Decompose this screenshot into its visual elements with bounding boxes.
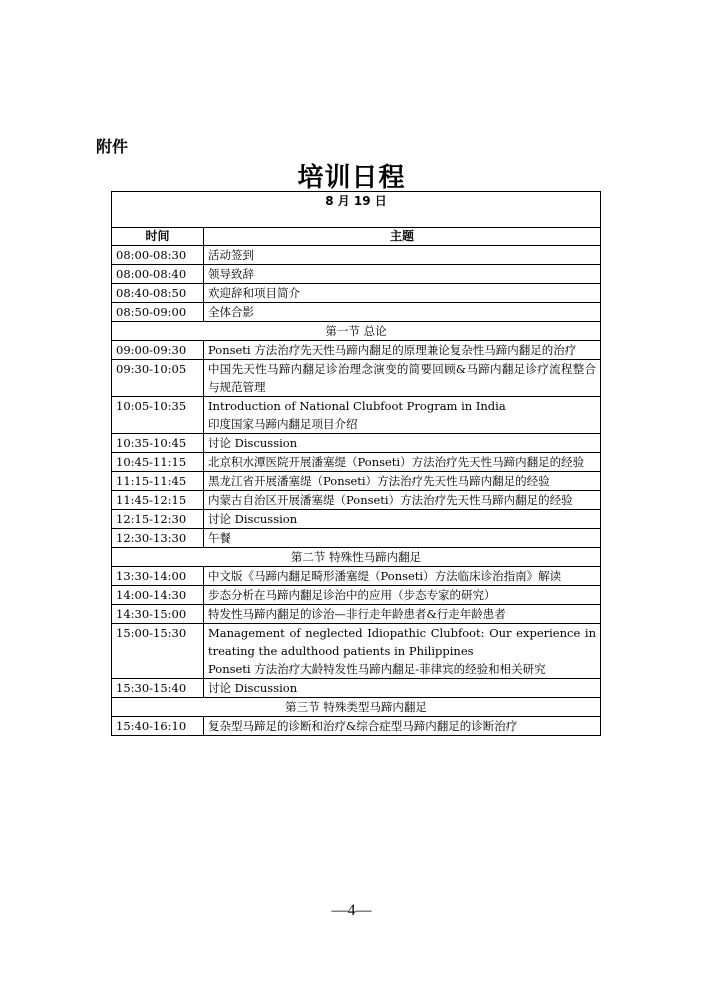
time-cell: 14:00-14:30 bbox=[112, 586, 204, 605]
time-cell: 10:45-11:15 bbox=[112, 453, 204, 472]
schedule-row bbox=[112, 491, 601, 510]
topic-text: 欢迎辞和项目简介 bbox=[208, 286, 300, 300]
topic-cell bbox=[204, 605, 601, 624]
topic-text: 特发性马蹄内翻足的诊治—非行走年龄患者&行走年龄患者 bbox=[208, 607, 506, 621]
section-title: 第三节 特殊类型马蹄内翻足 bbox=[112, 698, 601, 717]
time-cell: 10:05-10:35 bbox=[112, 397, 204, 434]
schedule-row bbox=[112, 472, 601, 491]
topic-text: 领导致辞 bbox=[208, 267, 254, 281]
topic-text: 全体合影 bbox=[208, 305, 254, 319]
topic-text: Ponseti 方法治疗先天性马蹄内翻足的原理兼论复杂性马蹄内翻足的治疗 bbox=[208, 343, 577, 357]
schedule-row bbox=[112, 453, 601, 472]
topic-text: 北京积水潭医院开展潘塞缇（Ponseti）方法治疗先天性马蹄内翻足的经验 bbox=[208, 455, 585, 469]
time-cell: 08:00-08:40 bbox=[112, 265, 204, 284]
topic-cell bbox=[204, 397, 601, 434]
topic-cell bbox=[204, 246, 601, 265]
topic-text: 步态分析在马蹄内翻足诊治中的应用（步态专家的研究） bbox=[208, 588, 496, 602]
schedule-row bbox=[112, 567, 601, 586]
schedule-row bbox=[112, 586, 601, 605]
time-cell: 11:45-12:15 bbox=[112, 491, 204, 510]
schedule-table bbox=[111, 191, 601, 736]
time-cell: 13:30-14:00 bbox=[112, 567, 204, 586]
topic-text: 讨论 Discussion bbox=[208, 512, 298, 526]
header-topic: 主题 bbox=[204, 228, 601, 246]
time-cell: 08:40-08:50 bbox=[112, 284, 204, 303]
section-row bbox=[112, 698, 601, 717]
time-cell: 09:00-09:30 bbox=[112, 341, 204, 360]
page-number: —4— bbox=[331, 902, 372, 919]
schedule-row bbox=[112, 510, 601, 529]
date-row bbox=[112, 192, 601, 228]
topic-text: 讨论 Discussion bbox=[208, 436, 298, 450]
time-cell: 10:35-10:45 bbox=[112, 434, 204, 453]
time-cell: 08:50-09:00 bbox=[112, 303, 204, 322]
schedule-row bbox=[112, 303, 601, 322]
date-cell: 8 月 19 日 bbox=[112, 192, 601, 228]
topic-cell bbox=[204, 360, 601, 397]
topic-text: Ponseti 方法治疗大龄特发性马蹄内翻足-菲律宾的经验和相关研究 bbox=[208, 662, 546, 676]
topic-cell bbox=[204, 679, 601, 698]
time-cell: 15:40-16:10 bbox=[112, 717, 204, 736]
topic-cell bbox=[204, 717, 601, 736]
page-title: 培训日程 bbox=[297, 163, 406, 193]
topic-cell bbox=[204, 510, 601, 529]
topic-text: 内蒙古自治区开展潘塞缇（Ponseti）方法治疗先天性马蹄内翻足的经验 bbox=[208, 493, 573, 507]
header-row bbox=[112, 228, 601, 246]
topic-cell bbox=[204, 472, 601, 491]
schedule-row bbox=[112, 717, 601, 736]
time-cell: 08:00-08:30 bbox=[112, 246, 204, 265]
topic-cell bbox=[204, 624, 601, 679]
annex-label: 附件 bbox=[96, 137, 129, 156]
time-cell: 12:30-13:30 bbox=[112, 529, 204, 548]
topic-text: 复杂型马蹄足的诊断和治疗&综合症型马蹄内翻足的诊断治疗 bbox=[208, 719, 518, 733]
topic-cell bbox=[204, 434, 601, 453]
section-row bbox=[112, 322, 601, 341]
schedule-row bbox=[112, 679, 601, 698]
schedule-row bbox=[112, 529, 601, 548]
time-cell: 14:30-15:00 bbox=[112, 605, 204, 624]
topic-text: 讨论 Discussion bbox=[208, 681, 298, 695]
topic-text: 印度国家马蹄内翻足项目介绍 bbox=[208, 417, 358, 431]
topic-text: 中国先天性马蹄内翻足诊治理念演变的简要回顾&马蹄内翻足诊疗流程整合与规范管理 bbox=[208, 362, 596, 394]
topic-cell bbox=[204, 341, 601, 360]
topic-cell bbox=[204, 586, 601, 605]
section-row bbox=[112, 548, 601, 567]
schedule-row bbox=[112, 265, 601, 284]
topic-text: 午餐 bbox=[208, 531, 231, 545]
schedule-row bbox=[112, 605, 601, 624]
section-title: 第二节 特殊性马蹄内翻足 bbox=[112, 548, 601, 567]
topic-cell bbox=[204, 265, 601, 284]
section-title: 第一节 总论 bbox=[112, 322, 601, 341]
schedule-row bbox=[112, 397, 601, 434]
topic-text: 活动签到 bbox=[208, 248, 254, 262]
topic-cell bbox=[204, 453, 601, 472]
schedule-row bbox=[112, 284, 601, 303]
time-cell: 15:30-15:40 bbox=[112, 679, 204, 698]
schedule-row bbox=[112, 341, 601, 360]
schedule-row bbox=[112, 246, 601, 265]
time-cell: 09:30-10:05 bbox=[112, 360, 204, 397]
time-cell: 12:15-12:30 bbox=[112, 510, 204, 529]
topic-text: Management of neglected Idiopathic Clubfoot: Our experience in treating the adulthood patients in Philippines bbox=[208, 626, 596, 658]
topic-text: Introduction of National Clubfoot Program in India bbox=[208, 399, 506, 413]
schedule-row bbox=[112, 434, 601, 453]
time-cell: 15:00-15:30 bbox=[112, 624, 204, 679]
topic-cell bbox=[204, 529, 601, 548]
topic-cell bbox=[204, 567, 601, 586]
time-cell: 11:15-11:45 bbox=[112, 472, 204, 491]
schedule-row bbox=[112, 360, 601, 397]
topic-cell bbox=[204, 491, 601, 510]
topic-cell bbox=[204, 284, 601, 303]
topic-text: 中文版《马蹄内翻足畸形潘塞缇（Ponseti）方法临床诊治指南》解读 bbox=[208, 569, 562, 583]
header-time: 时间 bbox=[112, 228, 204, 246]
schedule-row bbox=[112, 624, 601, 679]
topic-cell bbox=[204, 303, 601, 322]
topic-text: 黑龙江省开展潘塞缇（Ponseti）方法治疗先天性马蹄内翻足的经验 bbox=[208, 474, 550, 488]
